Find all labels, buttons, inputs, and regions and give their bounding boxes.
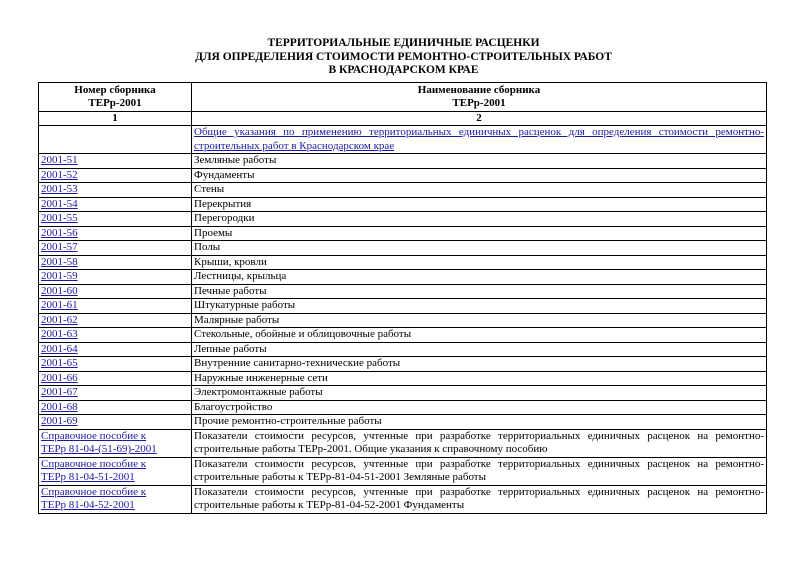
header-collection-name: Наименование сборника ТЕРр-2001 — [192, 83, 767, 112]
collection-code-link[interactable]: 2001-58 — [41, 255, 78, 268]
header-collection-number: Номер сборника ТЕРр-2001 — [39, 83, 192, 112]
table-row — [39, 226, 767, 241]
collection-name: Стены — [192, 183, 767, 198]
collection-name: Стекольные, обойные и облицовочные работы — [192, 328, 767, 343]
table-row — [39, 415, 767, 430]
collection-code-cell — [39, 357, 192, 372]
column-number-2: 2 — [192, 112, 767, 126]
collection-code-link[interactable]: 2001-67 — [41, 386, 78, 398]
guide-code-cell — [39, 457, 192, 485]
collection-name: Наружные инженерные сети — [192, 371, 767, 386]
collection-code-link[interactable]: 2001-53 — [41, 183, 78, 195]
table-row — [39, 183, 767, 198]
guide-name: Показатели стоимости ресурсов, учтенные при разработке территориальных единичных расценок на ремонтно-строительные работы ТЕРр-2001. Общие указания к справочному пособию — [192, 429, 767, 457]
table-row — [39, 241, 767, 256]
collection-code-cell — [39, 226, 192, 241]
table-row — [39, 255, 767, 270]
collection-code-cell — [39, 415, 192, 430]
title-line-1: ТЕРРИТОРИАЛЬНЫЕ ЕДИНИЧНЫЕ РАСЦЕНКИ — [267, 37, 540, 49]
catalog-table — [38, 82, 767, 514]
column-number-row — [39, 112, 767, 126]
collection-code-cell — [39, 270, 192, 285]
collection-code-link[interactable]: 2001-69 — [41, 415, 78, 427]
guide-code-link-line-2[interactable]: ТЕРр 81-04-(51-69)-2001 — [41, 443, 157, 455]
collection-name: Малярные работы — [192, 313, 767, 328]
guide-code-link-line-1[interactable]: Справочное пособие к — [41, 457, 147, 470]
collection-name: Штукатурные работы — [192, 299, 767, 314]
intro-code-cell — [39, 126, 192, 154]
collection-name: Внутренние санитарно-технические работы — [192, 357, 767, 372]
guide-name: Показатели стоимости ресурсов, учтенные при разработке территориальных единичных расценок на ремонтно-строительные работы к ТЕРр-81-04-52-2001 Фундаменты — [192, 485, 767, 513]
collection-name: Прочие ремонтно-строительные работы — [192, 415, 767, 430]
collection-code-link[interactable]: 2001-64 — [41, 342, 78, 355]
column-number-1: 1 — [39, 112, 192, 126]
collection-code-link[interactable]: 2001-59 — [41, 270, 78, 282]
guide-code-cell — [39, 485, 192, 513]
collection-name: Лепные работы — [192, 342, 767, 357]
collection-name: Лестницы, крыльца — [192, 270, 767, 285]
collection-code-link[interactable]: 2001-63 — [41, 328, 78, 340]
collection-code-link[interactable]: 2001-62 — [41, 313, 78, 326]
table-row — [39, 284, 767, 299]
table-row — [39, 168, 767, 183]
collection-code-link[interactable]: 2001-68 — [41, 400, 78, 413]
collection-code-link[interactable]: 2001-57 — [41, 241, 78, 253]
guide-row — [39, 485, 767, 513]
guide-name: Показатели стоимости ресурсов, учтенные при разработке территориальных единичных расценок на ремонтно-строительные работы к ТЕРр-81-04-51-2001 Земляные работы — [192, 457, 767, 485]
title-line-3: В КРАСНОДАРСКОМ КРАЕ — [328, 64, 479, 76]
collection-code-link[interactable]: 2001-66 — [41, 371, 78, 384]
collection-name: Фундаменты — [192, 168, 767, 183]
collection-code-cell — [39, 197, 192, 212]
table-row — [39, 313, 767, 328]
collection-code-cell — [39, 299, 192, 314]
header-row — [39, 83, 767, 112]
collection-name: Крыши, кровли — [192, 255, 767, 270]
guide-code-link-line-1[interactable]: Справочное пособие к — [41, 429, 147, 442]
intro-row — [39, 126, 767, 154]
guide-row — [39, 457, 767, 485]
collection-code-cell — [39, 212, 192, 227]
collection-code-cell — [39, 183, 192, 198]
guide-code-link-line-2[interactable]: ТЕРр 81-04-52-2001 — [41, 499, 135, 511]
table-row — [39, 400, 767, 415]
collection-code-link[interactable]: 2001-56 — [41, 226, 78, 239]
collection-name: Перекрытия — [192, 197, 767, 212]
collection-name: Электромонтажные работы — [192, 386, 767, 401]
document-title — [0, 37, 807, 78]
collection-name: Земляные работы — [192, 154, 767, 169]
collection-code-cell — [39, 284, 192, 299]
collection-code-cell — [39, 400, 192, 415]
collection-code-link[interactable]: 2001-51 — [41, 154, 78, 166]
table-row — [39, 270, 767, 285]
collection-code-cell — [39, 154, 192, 169]
collection-name: Полы — [192, 241, 767, 256]
table-row — [39, 197, 767, 212]
collection-code-link[interactable]: 2001-55 — [41, 212, 78, 224]
collection-code-link[interactable]: 2001-61 — [41, 299, 78, 311]
table-row — [39, 386, 767, 401]
guide-row — [39, 429, 767, 457]
collection-code-link[interactable]: 2001-65 — [41, 357, 78, 369]
collection-code-link[interactable]: 2001-52 — [41, 168, 78, 181]
guide-code-link-line-1[interactable]: Справочное пособие к — [41, 485, 147, 498]
table-row — [39, 342, 767, 357]
collection-code-link[interactable]: 2001-54 — [41, 197, 78, 210]
collection-name: Печные работы — [192, 284, 767, 299]
collection-code-cell — [39, 328, 192, 343]
collection-code-cell — [39, 342, 192, 357]
guide-code-cell — [39, 429, 192, 457]
collection-code-cell — [39, 371, 192, 386]
collection-code-link[interactable]: 2001-60 — [41, 284, 78, 297]
table-row — [39, 154, 767, 169]
table-row — [39, 371, 767, 386]
collection-code-cell — [39, 241, 192, 256]
collection-code-cell — [39, 313, 192, 328]
table-row — [39, 357, 767, 372]
table-row — [39, 328, 767, 343]
collection-code-cell — [39, 168, 192, 183]
title-line-2: ДЛЯ ОПРЕДЕЛЕНИЯ СТОИМОСТИ РЕМОНТНО-СТРОИТЕЛЬНЫХ РАБОТ — [195, 50, 612, 63]
general-instructions-link[interactable]: Общие указания по применению территориальных единичных расценок для определения стоимости ремонтно-строительных работ в Краснодарском крае — [194, 126, 764, 152]
intro-name-cell — [192, 126, 767, 154]
guide-code-link-line-2[interactable]: ТЕРр 81-04-51-2001 — [41, 471, 135, 483]
table-row — [39, 299, 767, 314]
collection-code-cell — [39, 255, 192, 270]
collection-name: Перегородки — [192, 212, 767, 227]
collection-name: Проемы — [192, 226, 767, 241]
table-row — [39, 212, 767, 227]
collection-name: Благоустройство — [192, 400, 767, 415]
collection-code-cell — [39, 386, 192, 401]
